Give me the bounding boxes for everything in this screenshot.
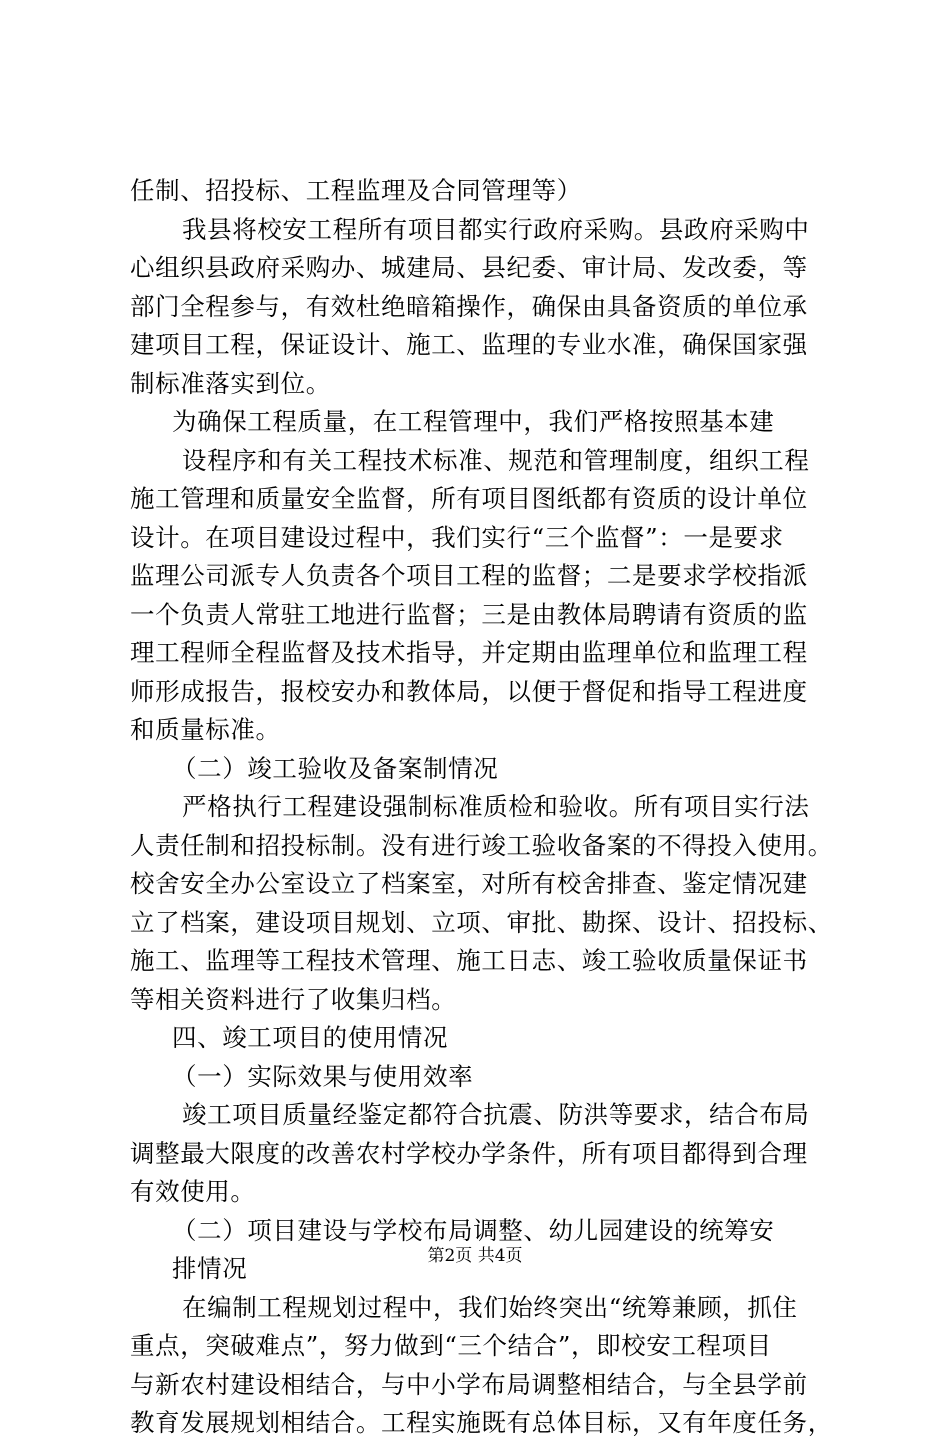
text-line: 监理公司派专人负责各个项目工程的监督；二是要求学校指派 — [130, 561, 808, 590]
text-line: 一个负责人常驻工地进行监督；三是由教体局聘请有资质的监 — [130, 599, 808, 629]
text-line: 和质量标准。 — [130, 715, 281, 744]
text-line: 立了档案，建设项目规划、立项、审批、勘探、设计、招投标、 — [130, 907, 833, 937]
section-heading: （二）竣工验收及备案制情况 — [172, 753, 499, 783]
section-heading: 排情况 — [172, 1254, 248, 1283]
section-heading: （二）项目建设与学校布局调整、幼儿园建设的统筹安 — [172, 1215, 775, 1245]
text-line: 人责任制和招投标制。没有进行竣工验收备案的不得投入使用。 — [130, 830, 833, 860]
text-line: 设程序和有关工程技术标准、规范和管理制度，组织工程 — [182, 445, 810, 475]
text-line: 调整最大限度的改善农村学校办学条件，所有项目都得到合理 — [130, 1138, 808, 1168]
text-line: 竣工项目质量经鉴定都符合抗震、防洪等要求，结合布局 — [182, 1100, 810, 1129]
text-line: 任制、招投标、工程监理及合同管理等） — [130, 176, 582, 205]
section-heading: （一）实际效果与使用效率 — [172, 1061, 474, 1091]
text-line: 等相关资料进行了收集归档。 — [130, 984, 457, 1014]
page-footer — [0, 1244, 950, 1268]
text-line: 理工程师全程监督及技术指导，并定期由监理单位和监理工程 — [130, 638, 808, 667]
text-line: 在编制工程规划过程中，我们始终突出“统筹兼顾，抓住 — [182, 1292, 798, 1322]
section-heading: 四、竣工项目的使用情况 — [172, 1023, 449, 1052]
text-line: 严格执行工程建设强制标准质检和验收。所有项目实行法 — [182, 792, 810, 821]
text-line: 师形成报告，报校安办和教体局，以便于督促和指导工程进度 — [130, 676, 808, 706]
text-line: 制标准落实到位。 — [130, 368, 331, 398]
text-line: 为确保工程质量，在工程管理中，我们严格按照基本建 — [172, 407, 775, 436]
text-line: 我县将校安工程所有项目都实行政府采购。县政府采购中 — [182, 214, 810, 244]
text-line: 重点，突破难点”，努力做到“三个结合”，即校安工程项目 — [130, 1331, 772, 1360]
text-line: 设计。在项目建设过程中，我们实行“三个监督”：一是要求 — [130, 522, 784, 552]
text-line: 施工管理和质量安全监督，所有项目图纸都有资质的设计单位 — [130, 484, 808, 513]
text-line: 与新农村建设相结合，与中小学布局调整相结合，与全县学前 — [130, 1369, 808, 1399]
text-line: 教育发展规划相结合。工程实施既有总体目标，又有年度任务， — [130, 1408, 833, 1437]
text-line: 部门全程参与，有效杜绝暗箱操作，确保由具备资质的单位承 — [130, 291, 808, 321]
page-number-label: 第2页 共4页 — [427, 1246, 523, 1266]
text-line: 心组织县政府采购办、城建局、县纪委、审计局、发改委，等 — [130, 253, 808, 282]
text-line: 有效使用。 — [130, 1177, 256, 1206]
text-line: 校舍安全办公室设立了档案室，对所有校舍排查、鉴定情况建 — [130, 869, 808, 898]
text-line: 施工、监理等工程技术管理、施工日志、竣工验收质量保证书 — [130, 946, 808, 975]
text-line: 建项目工程，保证设计、施工、监理的专业水准，确保国家强 — [130, 330, 808, 359]
